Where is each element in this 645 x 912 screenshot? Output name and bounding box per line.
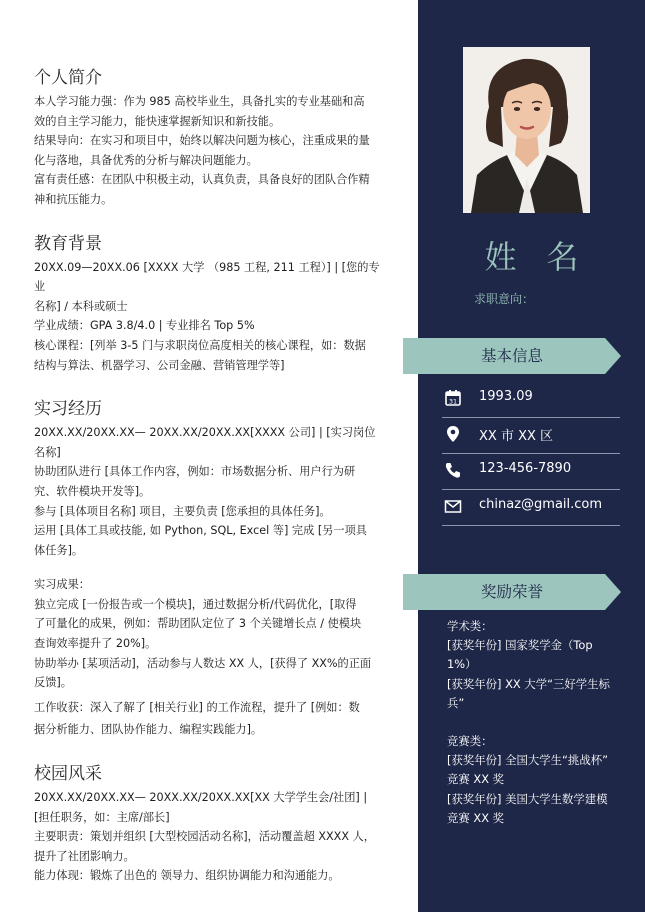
basic-info-banner: [403, 338, 621, 374]
profile-line: 神和抗压能力。: [34, 192, 113, 206]
internship-result-line: 据分析能力、团队协作能力、编程实践能力]。: [34, 723, 263, 737]
portrait-illustration: [463, 47, 590, 213]
profile-line: 本人学习能力强：作为 985 高校毕业生，具备扎实的专业基础和高: [34, 95, 365, 108]
info-row-email: [442, 490, 620, 526]
internship-result-line: 协助举办 [某项活动]，活动参与人数达 XX 人，[获得了 XX%的正面: [34, 656, 372, 670]
campus-line: 提升了社团影响力。: [34, 849, 135, 863]
email-address: chinaz@gmail.com: [479, 497, 603, 512]
internship-line: 究、软件模块开发等]。: [34, 484, 151, 498]
award-line: 学术类：: [447, 619, 493, 633]
award-line: [获奖年份] 美国大学生数学建模: [447, 791, 608, 806]
profile-line: 结果导向：在实习和项目中，始终以解决问题为核心，注重成果的量: [34, 134, 370, 148]
phone-icon: [444, 461, 462, 479]
internship-result-line: 反馈]。: [34, 676, 72, 690]
location-pin-icon: [444, 425, 462, 443]
internship-result-line: 实习成果：: [34, 578, 90, 592]
campus-line: [担任职务，如：主席/部长]: [34, 810, 170, 824]
profile-section: [34, 66, 386, 210]
sidebar: [418, 0, 645, 912]
birth-date: 1993.09: [479, 389, 533, 404]
info-row-location: [442, 418, 620, 454]
job-intent-label: 求职意向：: [474, 292, 535, 306]
campus-line: 20XX.XX/20XX.XX— 20XX.XX/20XX.XX[XX 大学学生会/社团] |: [34, 791, 368, 805]
spacer: [34, 560, 386, 575]
award-line: [获奖年份] XX 大学“三好学生标: [447, 676, 610, 691]
education-line: 核心课程：[列举 3-5 门与求职岗位高度相关的核心课程，如：数据: [34, 338, 366, 352]
award-line: 竞赛 XX 奖: [447, 810, 505, 825]
main-content: [34, 66, 386, 908]
profile-line: 富有责任感：在团队中积极主动，认真负责，具备良好的团队合作精: [34, 173, 370, 187]
education-line: 20XX.09—20XX.06 [XXXX 大学 （985 工程, 211 工程）] | [您的专业: [34, 260, 380, 294]
award-line: 1%）: [447, 657, 477, 672]
internship-result-line: 查询效率提升了 20%]。: [34, 637, 157, 651]
award-line: 竞赛 XX 奖: [447, 772, 505, 787]
info-row-birth: [442, 382, 620, 418]
spacer: [447, 713, 627, 732]
campus-line: 能力体现：锻炼了出色的 领导力、组织协调能力和沟通能力。: [34, 869, 340, 883]
awards-title: 奖励荣誉: [480, 583, 543, 601]
campus-section: [34, 762, 386, 886]
internship-section: [34, 397, 386, 740]
section-title-education: 教育背景: [34, 233, 102, 254]
basic-info-title: 基本信息: [480, 347, 543, 365]
campus-line: 主要职责：策划并组织 [大型校园活动名称]，活动覆盖超 XXXX 人，: [34, 830, 375, 844]
internship-line: 名称]: [34, 445, 61, 459]
info-row-phone: [442, 454, 620, 490]
section-title-internship: 实习经历: [34, 399, 102, 420]
award-line: [获奖年份] 全国大学生“挑战杯”: [447, 753, 608, 768]
education-line: 名称] / 本科或硕士: [34, 299, 128, 313]
awards-banner: [403, 574, 621, 610]
education-section: [34, 232, 386, 376]
internship-line: 协助团队进行 [具体工作内容，例如：市场数据分析、用户行为研: [34, 465, 356, 479]
internship-line: 参与 [具体项目名称] 项目，主要负责 [您承担的具体任务]。: [34, 504, 331, 518]
internship-result-line: 工作收获：深入了解了 [相关行业] 的工作流程，提升了 [例如：数: [34, 700, 360, 714]
candidate-name: 姓名: [484, 238, 609, 276]
phone-number: 123-456-7890: [479, 461, 572, 476]
internship-line: 体任务]。: [34, 543, 84, 557]
section-title-campus: 校园风采: [34, 764, 102, 785]
awards-list: [447, 617, 627, 828]
calendar-icon: [444, 389, 462, 407]
profile-line: 化与落地，具备优秀的分析与解决问题能力。: [34, 153, 258, 167]
svg-text:31: 31: [448, 397, 458, 406]
internship-line: 运用 [具体工具或技能, 如 Python, SQL, Excel 等] 完成 [另一项具: [34, 524, 367, 538]
section-title-profile: 个人简介: [34, 68, 102, 88]
award-line: [获奖年份] 国家奖学金（Top: [447, 638, 593, 653]
education-line: 学业成绩：GPA 3.8/4.0 | 专业排名 Top 5%: [34, 319, 255, 333]
profile-photo: [463, 47, 590, 213]
location: XX 市 XX 区: [479, 429, 554, 444]
internship-line: 20XX.XX/20XX.XX— 20XX.XX/20XX.XX[XXXX 公司] | [实习岗位: [34, 426, 376, 440]
profile-line: 效的自主学习能力，能快速掌握新知识和新技能。: [34, 114, 281, 128]
education-line: 结构与算法、机器学习、公司金融、营销管理学等]: [34, 358, 285, 372]
award-line: 竞赛类：: [447, 734, 493, 749]
email-icon: [444, 497, 462, 515]
award-line: 兵”: [447, 695, 465, 710]
internship-result-line: 独立完成 [一份报告或一个模块]，通过数据分析/代码优化，[取得: [34, 597, 357, 611]
internship-result-line: 了可量化的成果，例如：帮助团队定位了 3 个关键增长点 / 使模块: [34, 617, 362, 631]
